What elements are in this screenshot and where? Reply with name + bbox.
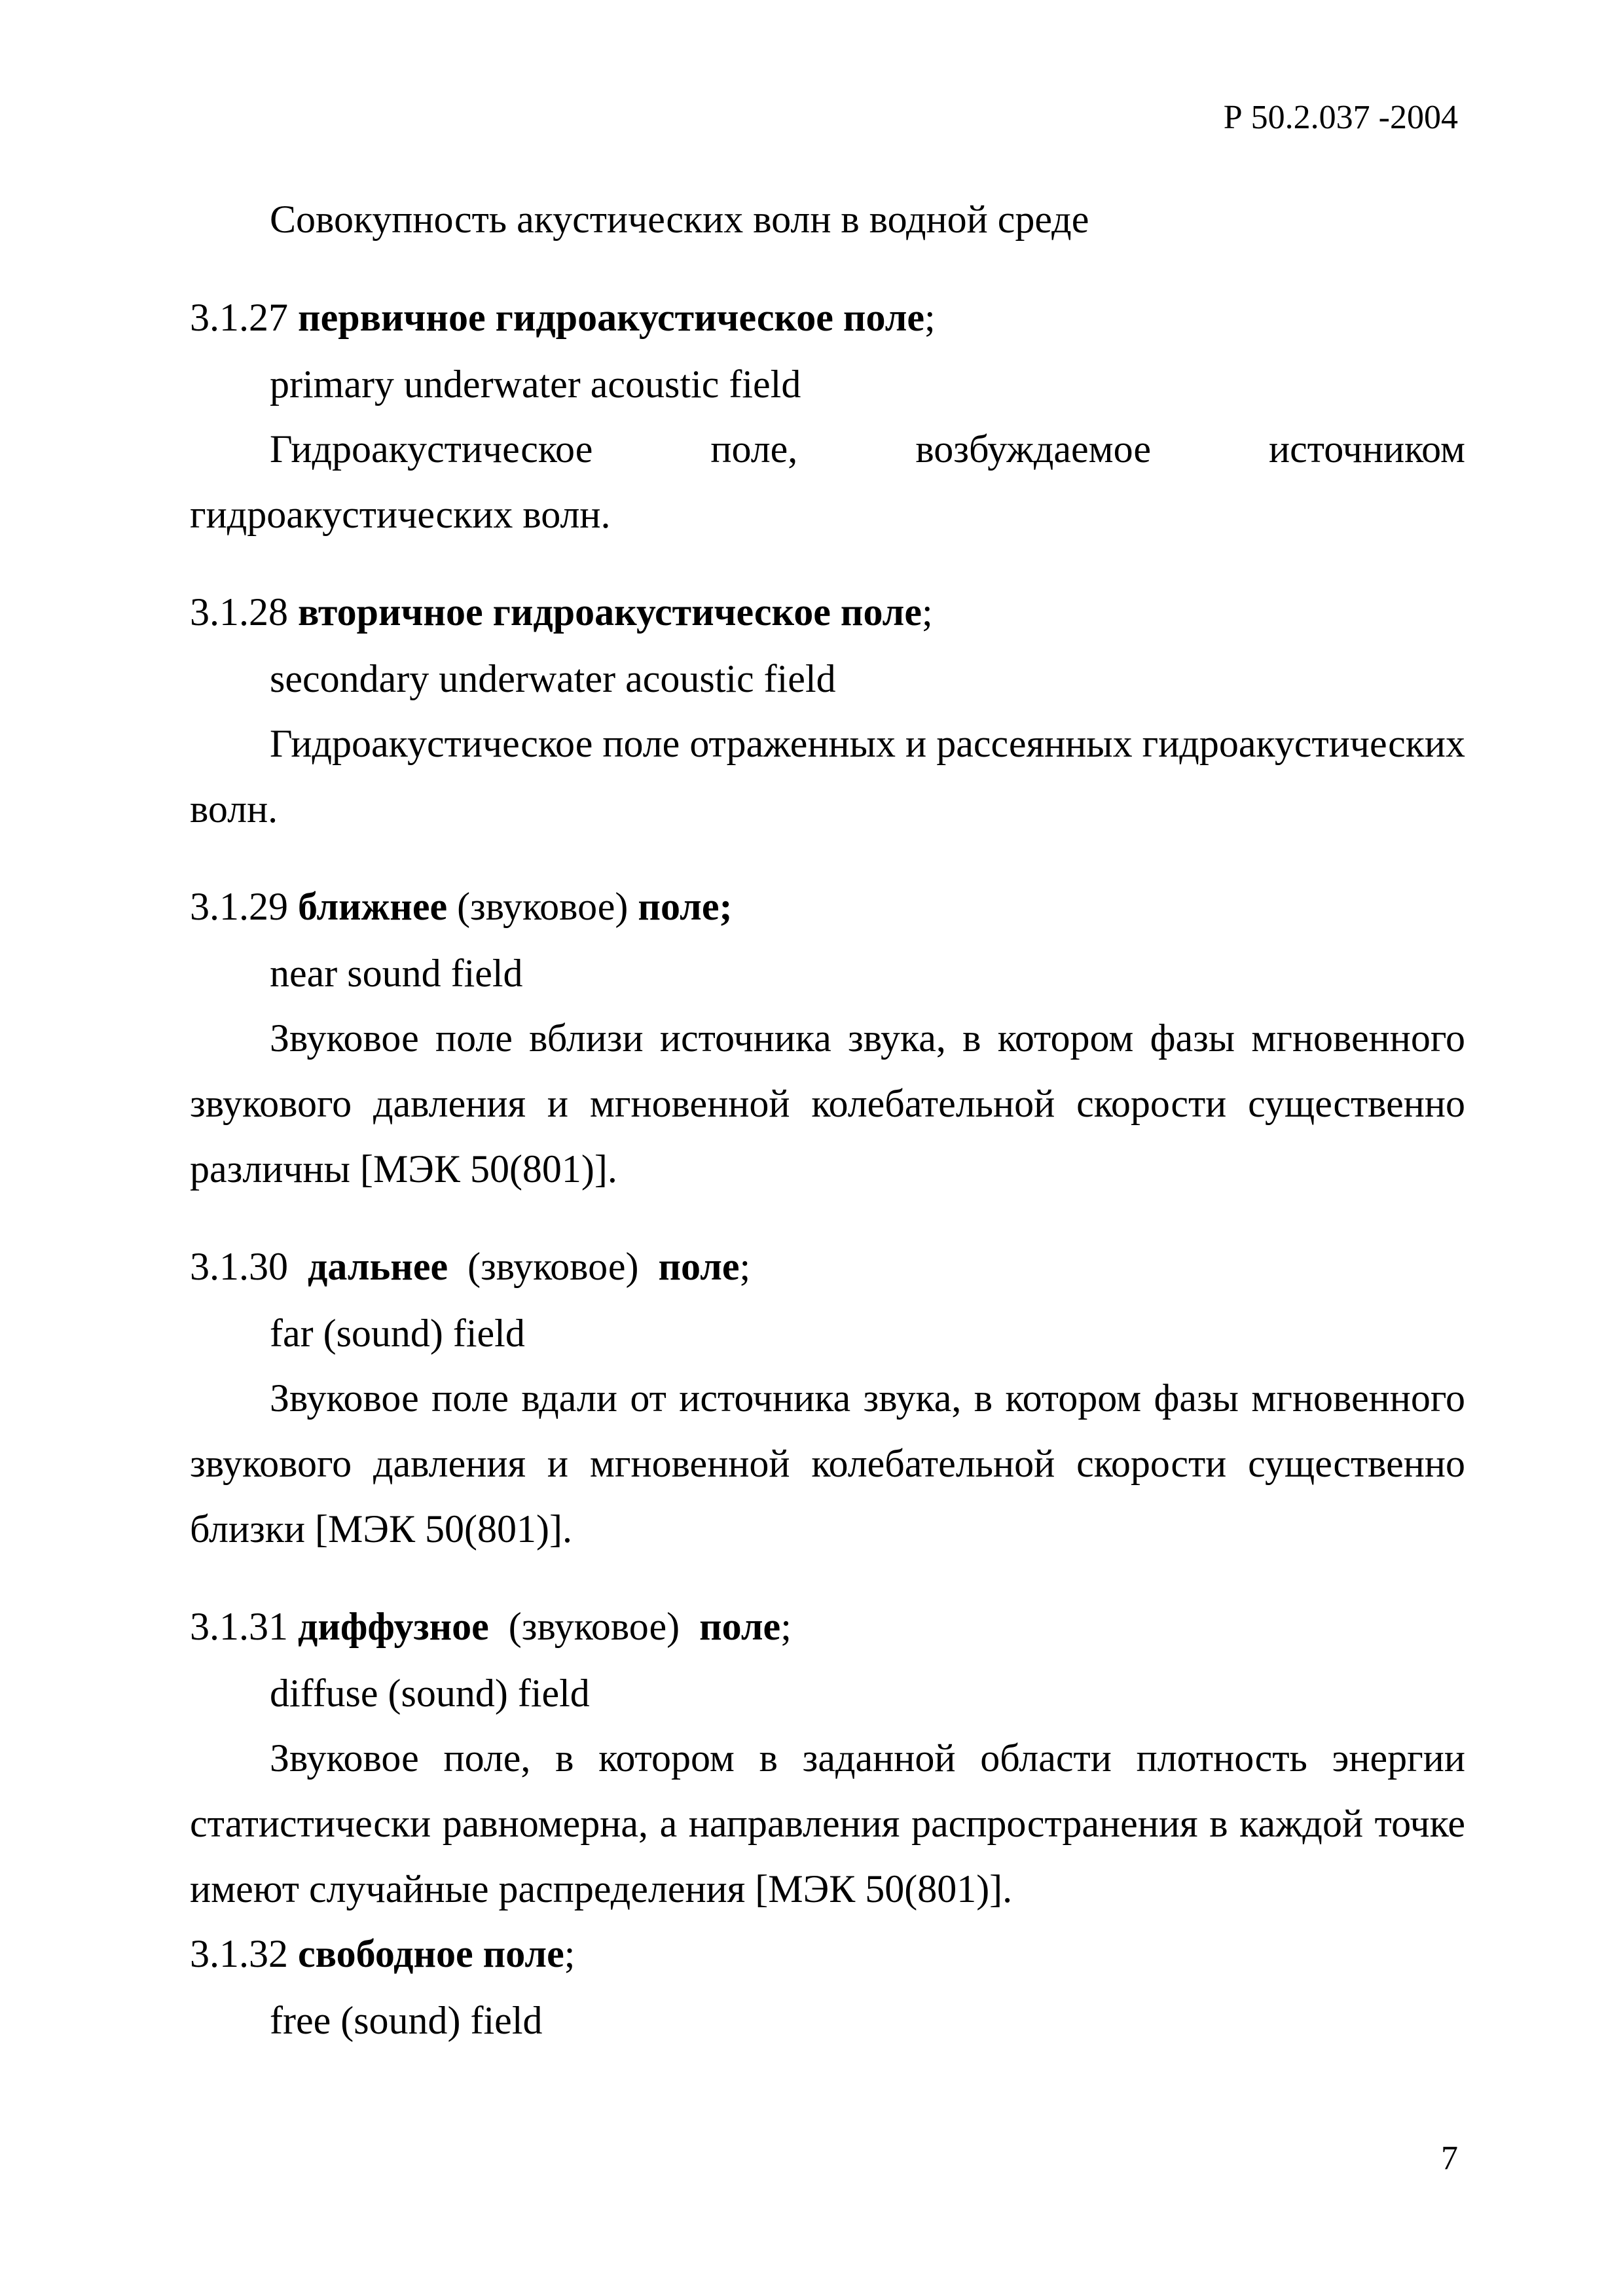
term-heading-3-1-27 [190,295,936,340]
term-definition-3-1-31 [190,1725,1465,1922]
term-heading-3-1-30 [190,1244,750,1289]
definition-text: Звуковое поле вблизи источника звука, в котором фазы мгновенного звукового давления и мгновенной колебательной скорости существенно различны [МЭК 50(801)]. [190,1016,1465,1191]
term-english-3-1-29: near sound field [270,952,523,995]
term-number: 3.1.27 [190,296,288,339]
term-title-part-1: дальнее [308,1245,448,1288]
definition-text: Гидроакустическое поле, возбуждаемое источником гидроакустических волн. [190,427,1465,536]
term-title-part-2: поле [699,1605,781,1648]
term-heading-3-1-28 [190,589,933,635]
term-qualifier: (звуковое) [457,885,629,928]
term-number: 3.1.30 [190,1245,288,1288]
term-definition-3-1-28 [190,711,1465,842]
term-qualifier: (звуковое) [508,1605,680,1648]
intro-definition: Совокупность акустических волн в водной среде [270,198,1089,241]
term-english-3-1-32: free (sound) field [270,1999,543,2042]
term-punctuation: ; [924,296,936,339]
term-title: первичное гидроакустическое поле [298,296,924,339]
page-number: 7 [1441,2140,1458,2177]
term-title: вторичное гидроакустическое поле [298,590,922,634]
term-definition-3-1-29 [190,1005,1465,1202]
term-title: свободное поле [298,1932,564,1975]
term-definition-3-1-27 [190,416,1465,547]
term-heading-3-1-31 [190,1604,792,1649]
term-punctuation: ; [780,1605,792,1648]
term-punctuation: ; [739,1245,751,1288]
term-english-3-1-30: far (sound) field [270,1312,525,1355]
term-heading-3-1-29 [190,884,732,929]
term-english-3-1-28: secondary underwater acoustic field [270,657,836,700]
term-definition-3-1-30 [190,1365,1465,1562]
term-number: 3.1.32 [190,1932,288,1975]
definition-text: Звуковое поле, в котором в заданной области плотность энергии статистически равномерна, а направления распространения в каждой точке имеют случайные распределения [МЭК 50(801)]. [190,1736,1465,1910]
term-title-part-1: диффузное [298,1605,489,1648]
term-title-part-2: поле; [638,885,733,928]
term-english-3-1-27: primary underwater acoustic field [270,363,801,406]
definition-text: Звуковое поле вдали от источника звука, в котором фазы мгновенного звукового давления и мгновенной колебательной скорости существенно близки [МЭК 50(801)]. [190,1376,1465,1551]
term-title-part-1: ближнее [298,885,448,928]
term-heading-3-1-32 [190,1931,575,1977]
term-number: 3.1.31 [190,1605,288,1648]
term-title-part-2: поле [658,1245,740,1288]
term-number: 3.1.28 [190,590,288,634]
term-english-3-1-31: diffuse (sound) field [270,1672,590,1715]
term-punctuation: ; [564,1932,575,1975]
term-qualifier: (звуковое) [467,1245,639,1288]
definition-text: Гидроакустическое поле отраженных и рассеянных гидроакустических волн. [190,722,1465,831]
term-number: 3.1.29 [190,885,288,928]
document-code: Р 50.2.037 -2004 [1223,99,1458,136]
term-punctuation: ; [921,590,933,634]
